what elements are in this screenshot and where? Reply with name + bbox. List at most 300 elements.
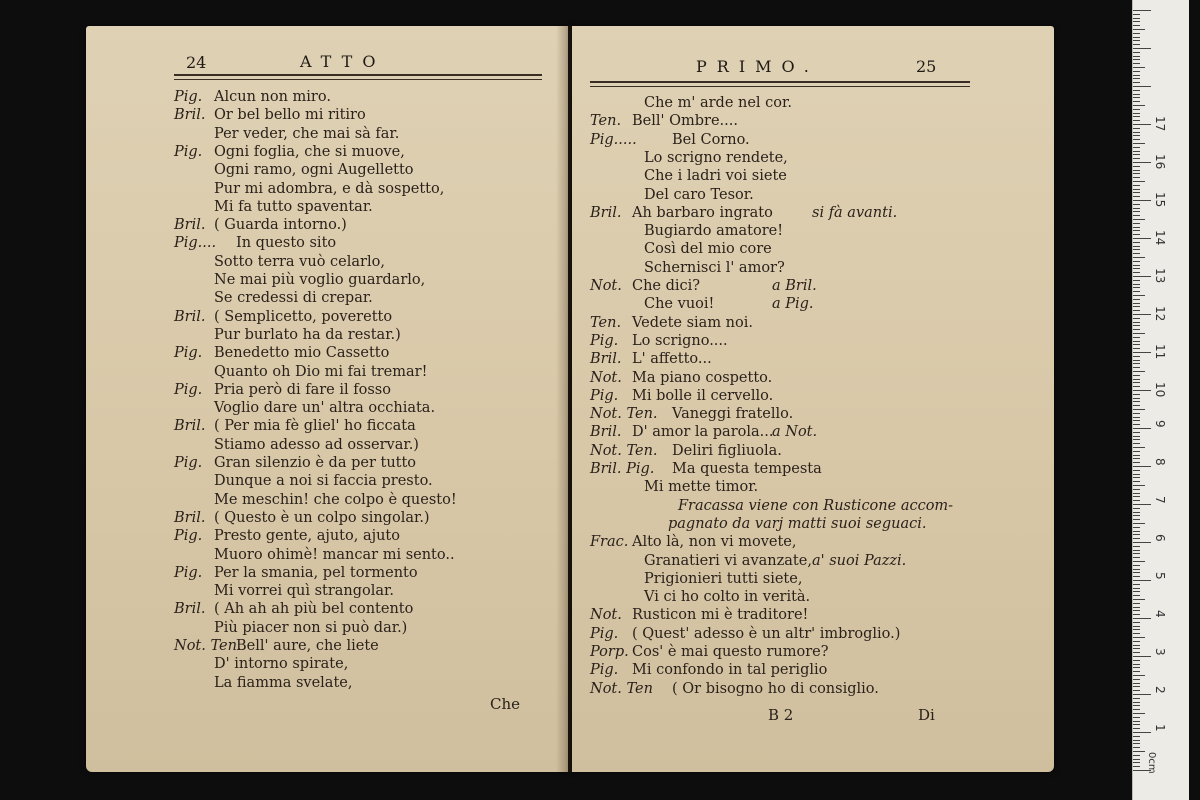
running-header: ATTO: [300, 52, 386, 71]
ruler-tick: [1133, 652, 1140, 653]
ruler-tick: [1133, 219, 1145, 220]
signature-mark: B 2: [768, 706, 794, 724]
ruler-tick: [1133, 466, 1151, 467]
ruler-number: 7: [1153, 496, 1167, 504]
ruler-tick: [1133, 268, 1140, 269]
ruler-tick: [1133, 208, 1140, 209]
speaker-name: Pig.: [590, 387, 619, 404]
ruler-tick: [1133, 29, 1145, 30]
ruler-tick: [1133, 591, 1140, 592]
ruler-tick: [1133, 455, 1140, 456]
verse-line: Alcun non miro.: [214, 89, 331, 105]
ruler-tick: [1133, 633, 1140, 634]
ruler-tick: [1133, 173, 1140, 174]
ruler-tick: [1133, 249, 1140, 250]
ruler-tick: [1133, 348, 1140, 349]
ruler-tick: [1133, 523, 1145, 524]
ruler-tick: [1133, 698, 1140, 699]
ruler-tick: [1133, 234, 1140, 235]
speaker-name: Pig.: [590, 332, 619, 349]
ruler-tick: [1133, 751, 1145, 752]
ruler-number: 8: [1153, 458, 1167, 466]
verse-line: Per la smania, pel tormento: [214, 564, 418, 581]
verse-line: Schernisci l' amor?: [644, 259, 785, 276]
ruler-tick: [1133, 493, 1140, 494]
ruler-tick: [1133, 576, 1140, 577]
left-page: [86, 26, 568, 772]
ruler-tick: [1133, 40, 1140, 41]
ruler-tick: [1133, 747, 1140, 748]
verse-line: Stiamo adesso ad osservar.): [214, 436, 419, 453]
speaker-name: Bril.: [174, 107, 206, 124]
ruler-tick: [1133, 333, 1145, 334]
ruler-tick: [1133, 192, 1140, 193]
verse-line: Vaneggi fratello.: [672, 406, 794, 423]
ruler-tick: [1133, 436, 1140, 437]
ruler-tick: [1133, 318, 1140, 319]
ruler-tick: [1133, 379, 1140, 380]
ruler-tick: [1133, 595, 1140, 596]
ruler-number: 12: [1153, 306, 1167, 322]
speaker-name: Pig.: [174, 455, 203, 471]
verse-line: Pria però di fare il fosso: [214, 381, 391, 398]
running-header: PRIMO.: [696, 57, 819, 76]
verse-line: Or bel bello mi ritiro: [214, 107, 366, 124]
verse-line: Cos' è mai questo rumore?: [632, 644, 829, 660]
ruler-tick: [1133, 637, 1145, 638]
ruler-tick: [1133, 246, 1140, 247]
ruler-tick: [1133, 512, 1140, 513]
verse-line: Alto là, non vi movete,: [632, 534, 797, 551]
speaker-name: Not.: [590, 369, 622, 386]
verse-line: Bugiardo amatore!: [644, 223, 784, 240]
verse-line: Mi confondo in tal periglio: [632, 662, 828, 679]
ruler-tick: [1133, 375, 1140, 376]
ruler-tick: [1133, 310, 1140, 311]
ruler-tick: [1133, 170, 1140, 171]
ruler-tick: [1133, 200, 1151, 201]
verse-line: Deliri figliuola.: [672, 442, 782, 459]
stage-note: a Bril.: [772, 278, 817, 294]
ruler-tick: [1133, 367, 1140, 368]
speaker-name: Pig.: [590, 662, 619, 679]
speaker-name: Pig.: [174, 345, 203, 362]
verse-line: Ne mai più voglio guardarlo,: [214, 272, 426, 288]
ruler-tick: [1133, 679, 1140, 680]
speaker-name: Not.: [590, 278, 622, 294]
ruler-tick: [1133, 398, 1140, 399]
ruler-tick: [1133, 128, 1140, 129]
ruler-tick: [1133, 48, 1151, 49]
ruler-tick: [1133, 572, 1140, 573]
ruler-tick: [1133, 508, 1140, 509]
ruler-tick: [1133, 690, 1140, 691]
verse-line: La fiamma svelate,: [214, 674, 353, 691]
ruler-tick: [1133, 447, 1145, 448]
verse-line: Mi fa tutto spaventar.: [214, 198, 373, 215]
ruler-tick: [1133, 295, 1145, 296]
ruler-tick: [1133, 569, 1140, 570]
header-rule: [590, 86, 970, 87]
ruler-unit: 0cm: [1146, 752, 1157, 774]
ruler-tick: [1133, 56, 1140, 57]
ruler-tick: [1133, 565, 1140, 566]
ruler-tick: [1133, 599, 1145, 600]
ruler-tick: [1133, 299, 1140, 300]
ruler-number: 2: [1153, 686, 1167, 694]
ruler-tick: [1133, 500, 1140, 501]
ruler-number: 11: [1153, 344, 1167, 360]
ruler-tick: [1133, 75, 1140, 76]
speaker-name: Not. Ten: [590, 680, 653, 697]
ruler-tick: [1133, 344, 1140, 345]
ruler-tick: [1133, 728, 1140, 729]
speaker-name: Not. Ten.: [174, 638, 242, 654]
ruler-tick: [1133, 743, 1140, 744]
ruler-tick: [1133, 82, 1140, 83]
speaker-name: Bril.: [174, 217, 206, 234]
speaker-name: Pig.: [590, 625, 619, 642]
verse-line: Bel Corno.: [672, 131, 750, 148]
verse-line: ( Per mia fè gliel' ho ficcata: [214, 418, 416, 435]
ruler-tick: [1133, 462, 1140, 463]
verse-line: Vi ci ho colto in verità.: [644, 589, 811, 606]
ruler-tick: [1133, 550, 1140, 551]
ruler-tick: [1133, 143, 1145, 144]
verse-line: Ma questa tempesta: [672, 461, 822, 477]
speaker-name: Pig.: [174, 143, 203, 160]
ruler-tick: [1133, 622, 1140, 623]
ruler-tick: [1133, 610, 1140, 611]
ruler-tick: [1133, 181, 1145, 182]
verse-line: D' intorno spirate,: [214, 656, 349, 673]
speaker-name: Not.: [590, 607, 622, 624]
ruler-tick: [1133, 382, 1140, 383]
verse-line: Granatieri vi avanzate,: [644, 552, 812, 569]
ruler-tick: [1133, 230, 1140, 231]
ruler-tick: [1133, 124, 1151, 125]
ruler-tick: [1133, 265, 1140, 266]
stage-note: a' suoi Pazzi.: [812, 552, 907, 569]
verse-line: Rusticon mi è traditore!: [632, 607, 809, 624]
ruler-tick: [1133, 63, 1140, 64]
ruler-tick: [1133, 432, 1140, 433]
ruler-tick: [1133, 660, 1140, 661]
ruler-tick: [1133, 702, 1140, 703]
verse-line: L' affetto...: [632, 351, 712, 368]
ruler-tick: [1133, 322, 1140, 323]
verse-line: In questo sito: [236, 235, 337, 252]
speaker-name: Bril.: [174, 601, 206, 618]
verse-line: Muoro ohimè! mancar mi sento..: [214, 546, 455, 563]
ruler-tick: [1133, 401, 1140, 402]
ruler-tick: [1133, 580, 1151, 581]
ruler-tick: [1133, 90, 1140, 91]
verse-line: ( Semplicetto, poveretto: [214, 308, 393, 325]
verse-line: Pur mi adombra, e dà sospetto,: [214, 180, 445, 197]
verse-line: Più piacer non si può dar.): [214, 619, 408, 636]
ruler-tick: [1133, 428, 1151, 429]
ruler-tick: [1133, 417, 1140, 418]
speaker-name: Not. Ten.: [590, 406, 658, 423]
ruler-tick: [1133, 603, 1140, 604]
ruler-tick: [1133, 253, 1140, 254]
ruler-tick: [1133, 485, 1145, 486]
page-number: 24: [186, 53, 207, 72]
verse-line: D' amor la parola...: [632, 424, 774, 441]
ruler-tick: [1133, 154, 1140, 155]
ruler-tick: [1133, 97, 1140, 98]
ruler-tick: [1133, 341, 1140, 342]
ruler-number: 14: [1153, 230, 1167, 246]
ruler-tick: [1133, 303, 1140, 304]
ruler-tick: [1133, 33, 1140, 34]
ruler-tick: [1133, 705, 1140, 706]
ruler-tick: [1133, 18, 1140, 19]
header-rule: [590, 81, 970, 83]
ruler-tick: [1133, 721, 1140, 722]
ruler-tick: [1133, 314, 1151, 315]
ruler-tick: [1133, 261, 1140, 262]
ruler-tick: [1133, 135, 1140, 136]
verse-line: Benedetto mio Cassetto: [214, 345, 390, 362]
ruler-tick: [1133, 162, 1151, 163]
speaker-name: Pig.: [174, 89, 203, 105]
ruler-tick: [1133, 732, 1151, 733]
ruler-tick: [1133, 196, 1140, 197]
verse-line: Ma piano cospetto.: [632, 369, 773, 386]
ruler-number: 3: [1153, 648, 1167, 656]
ruler-tick: [1133, 519, 1140, 520]
ruler-number: 9: [1153, 420, 1167, 428]
ruler-tick: [1133, 683, 1140, 684]
verse-line: Lo scrigno rendete,: [644, 149, 788, 166]
speaker-name: Pig.....: [590, 131, 637, 148]
ruler-tick: [1133, 10, 1151, 11]
ruler-tick: [1133, 515, 1140, 516]
stage-note: a Pig.: [772, 296, 814, 313]
ruler-tick: [1133, 147, 1140, 148]
ruler-tick: [1133, 546, 1140, 547]
verse-line: Quanto oh Dio mi fai tremar!: [214, 363, 428, 380]
ruler-tick: [1133, 394, 1140, 395]
stage-note: si fà avanti.: [812, 204, 898, 221]
ruler-tick: [1133, 352, 1151, 353]
right-page: [572, 26, 1054, 772]
speaker-name: Pig....: [174, 235, 217, 252]
verse-line: Voglio dare un' altra occhiata.: [214, 400, 436, 417]
ruler-tick: [1133, 113, 1140, 114]
ruler-tick: [1133, 618, 1151, 619]
ruler-tick: [1133, 101, 1140, 102]
verse-line: ( Questo è un colpo singolar.): [214, 509, 430, 526]
ruler-number: 10: [1153, 382, 1167, 398]
verse-line: Così del mio core: [644, 241, 772, 258]
ruler-tick: [1133, 740, 1140, 741]
ruler-tick: [1133, 759, 1140, 760]
ruler-tick: [1133, 542, 1151, 543]
speaker-name: Bril.: [590, 351, 622, 368]
ruler-tick: [1133, 37, 1140, 38]
ruler-tick: [1133, 337, 1140, 338]
verse-line: Mi mette timor.: [644, 479, 759, 496]
ruler-tick: [1133, 132, 1140, 133]
ruler-tick: [1133, 116, 1140, 117]
ruler-tick: [1133, 325, 1140, 326]
speaker-name: Bril.: [590, 424, 622, 441]
ruler-tick: [1133, 21, 1140, 22]
ruler-tick: [1133, 44, 1140, 45]
ruler-tick: [1133, 614, 1140, 615]
ruler-tick: [1133, 189, 1140, 190]
ruler-tick: [1133, 390, 1151, 391]
verse-line: ( Quest' adesso è un altr' imbroglio.): [632, 625, 901, 642]
ruler-tick: [1133, 166, 1140, 167]
ruler-tick: [1133, 223, 1140, 224]
ruler-tick: [1133, 211, 1140, 212]
speaker-name: Bril.: [174, 509, 206, 526]
ruler-tick: [1133, 287, 1140, 288]
ruler-tick: [1133, 238, 1151, 239]
ruler-tick: [1133, 329, 1140, 330]
ruler-tick: [1133, 607, 1140, 608]
verse-line: ( Ah ah ah più bel contento: [214, 601, 414, 618]
ruler-tick: [1133, 356, 1140, 357]
ruler-tick: [1133, 553, 1140, 554]
verse-line: Bell' aure, che liete: [236, 638, 379, 654]
ruler-tick: [1133, 675, 1145, 676]
speaker-name: Pig.: [174, 528, 203, 545]
ruler-tick: [1133, 531, 1140, 532]
ruler-tick: [1133, 105, 1145, 106]
verse-line: Sotto terra vuò celarlo,: [214, 253, 385, 270]
verse-line: Lo scrigno....: [632, 332, 728, 349]
verse-line: Bell' Ombre....: [632, 113, 738, 130]
ruler-tick: [1133, 257, 1145, 258]
speaker-name: Ten.: [590, 113, 622, 130]
ruler-tick: [1133, 451, 1140, 452]
ruler-number: 6: [1153, 534, 1167, 542]
verse-line: Ogni foglia, che si muove,: [214, 143, 405, 160]
ruler-tick: [1133, 360, 1140, 361]
ruler-tick: [1133, 584, 1140, 585]
ruler-tick: [1133, 413, 1140, 414]
verse-line: Che dici?: [632, 278, 701, 294]
ruler-tick: [1133, 717, 1140, 718]
ruler-tick: [1133, 276, 1151, 277]
verse-line: Del caro Tesor.: [644, 186, 754, 203]
ruler-tick: [1133, 185, 1140, 186]
speaker-name: Bril.: [590, 204, 622, 221]
ruler-tick: [1133, 470, 1140, 471]
ruler-tick: [1133, 474, 1140, 475]
speaker-name: Frac.: [590, 534, 629, 551]
speaker-name: Not. Ten.: [590, 442, 658, 459]
ruler-tick: [1133, 52, 1140, 53]
ruler-tick: [1133, 420, 1140, 421]
ruler-tick: [1133, 86, 1151, 87]
ruler-number: 4: [1153, 610, 1167, 618]
verse-line: Se credessi di crepar.: [214, 290, 373, 307]
verse-line: Prigionieri tutti siete,: [644, 570, 803, 587]
catchword: Che: [490, 695, 521, 713]
ruler-tick: [1133, 443, 1140, 444]
ruler-tick: [1133, 386, 1140, 387]
ruler-tick: [1133, 477, 1140, 478]
ruler-tick: [1133, 496, 1140, 497]
verse-line: Vedete siam noi.: [632, 314, 753, 331]
stage-direction: Fracassa viene con Rusticone accom-: [678, 497, 954, 514]
ruler-tick: [1133, 504, 1151, 505]
ruler-tick: [1133, 762, 1140, 763]
ruler-tick: [1133, 78, 1140, 79]
speaker-name: Bril.: [174, 418, 206, 435]
ruler-tick: [1133, 177, 1140, 178]
ruler-tick: [1133, 648, 1140, 649]
speaker-name: Ten.: [590, 314, 622, 331]
verse-line: Che i ladri voi siete: [644, 168, 787, 185]
ruler-tick: [1133, 424, 1140, 425]
ruler-tick: [1133, 94, 1140, 95]
ruler-tick: [1133, 656, 1151, 657]
verse-line: Che vuoi!: [644, 296, 715, 313]
speaker-name: Pig.: [174, 564, 203, 581]
speaker-name: Pig.: [174, 381, 203, 398]
ruler-tick: [1133, 409, 1145, 410]
ruler-tick: [1133, 664, 1140, 665]
catchword: Di: [918, 706, 935, 724]
ruler-number: 16: [1153, 154, 1167, 170]
ruler-tick: [1133, 671, 1140, 672]
ruler-tick: [1133, 641, 1140, 642]
ruler-tick: [1133, 458, 1140, 459]
ruler-tick: [1133, 59, 1140, 60]
ruler-tick: [1133, 686, 1140, 687]
ruler-tick: [1133, 151, 1140, 152]
ruler-tick: [1133, 158, 1140, 159]
ruler-tick: [1133, 588, 1140, 589]
speaker-name: Bril.: [174, 308, 206, 325]
verse-line: Presto gente, ajuto, ajuto: [214, 528, 400, 545]
ruler-tick: [1133, 280, 1140, 281]
ruler-tick: [1133, 14, 1140, 15]
ruler-tick: [1133, 489, 1140, 490]
verse-line: Per veder, che mai sà far.: [214, 125, 400, 142]
ruler-tick: [1133, 538, 1140, 539]
ruler-tick: [1133, 694, 1151, 695]
ruler-tick: [1133, 363, 1140, 364]
ruler-number: 17: [1153, 116, 1167, 132]
ruler-tick: [1133, 481, 1140, 482]
ruler-number: 5: [1153, 572, 1167, 580]
verse-line: Dunque a noi si faccia presto.: [214, 473, 433, 490]
ruler-tick: [1133, 204, 1140, 205]
verse-line: Mi bolle il cervello.: [632, 387, 774, 404]
header-rule: [174, 74, 542, 76]
ruler-tick: [1133, 291, 1140, 292]
verse-line: Gran silenzio è da per tutto: [214, 455, 417, 471]
ruler-tick: [1133, 713, 1145, 714]
ruler-tick: [1133, 139, 1140, 140]
ruler-tick: [1133, 284, 1140, 285]
ruler-tick: [1133, 667, 1140, 668]
ruler-tick: [1133, 439, 1140, 440]
verse-line: ( Guarda intorno.): [214, 217, 347, 234]
ruler-tick: [1133, 71, 1140, 72]
ruler-tick: [1133, 25, 1140, 26]
ruler-tick: [1133, 306, 1140, 307]
verse-line: Ogni ramo, ogni Augelletto: [214, 162, 414, 179]
